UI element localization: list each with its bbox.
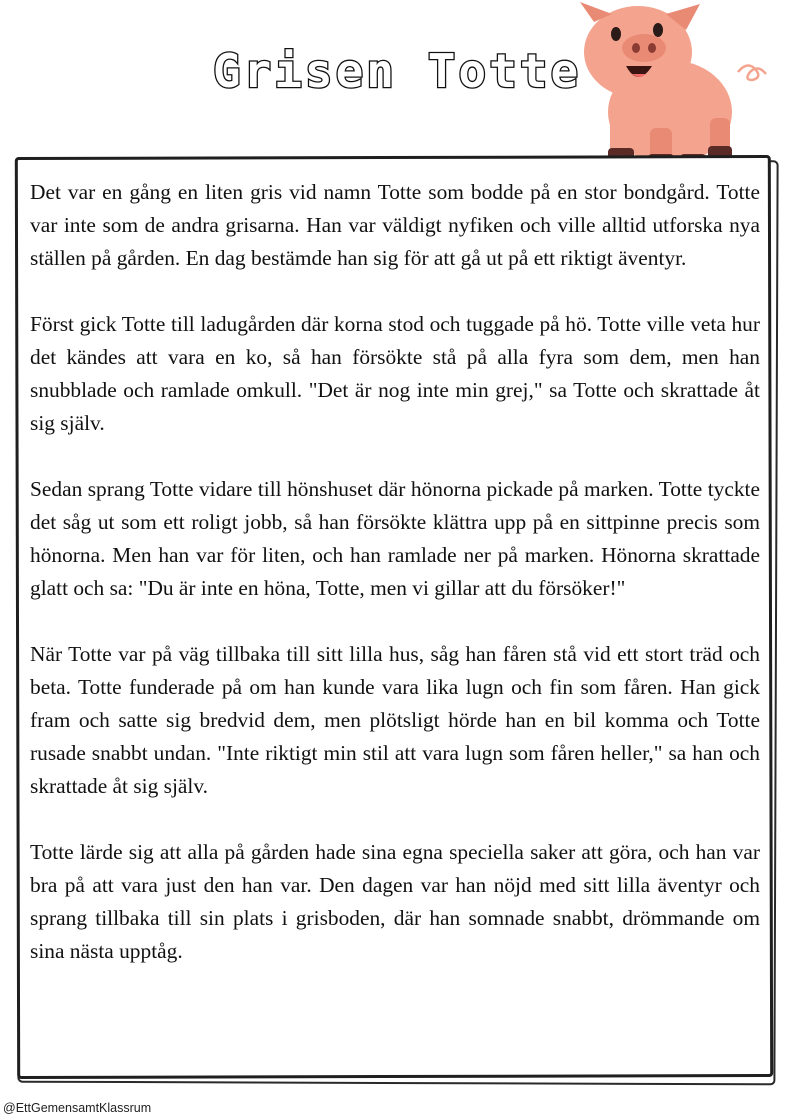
pig-tail (738, 65, 766, 80)
pig-eye (653, 23, 663, 37)
title-lettering (212, 40, 582, 104)
story-paragraph: När Totte var på väg tillbaka till sitt lilla hus, såg han fåren stå vid ett stort träd och beta. Totte funderade på om han kunde vara lika lugn och fin som fåren. Han gick fram och satte sig bredvid dem, men plötsligt hörde han en bil komma och Totte rusade snabbt undan. "Inte riktigt min stil att vara lugn som fåren heller," sa han och skrattade åt sig själv. (30, 642, 760, 798)
footer-credit: @EttGemensamtKlassrum (3, 1101, 152, 1115)
pig-illustration (560, 0, 788, 178)
story-paragraph: Först gick Totte till ladugården där korna stod och tuggade på hö. Totte ville veta hur det kändes att vara en ko, så han försökte stå på alla fyra som dem, men han snubblade och ramlade omkull. "Det är nog inte min grej," sa Totte och skrattade åt sig själv. (30, 312, 760, 435)
story-paragraph: Sedan sprang Totte vidare till hönshuset där hönorna pickade på marken. Totte tyckte det såg ut som ett roligt jobb, så han försökte klättra upp på en sittpinne precis som hönorna. Men han var för liten, och han ramlade ner på marken. Hönorna skrattade glatt och sa: "Du är inte en höna, Totte, men vi gillar att du försöker!" (30, 477, 760, 600)
pig-eye (611, 27, 621, 41)
story-text (30, 176, 760, 968)
title-text: Grisen Totte (212, 44, 582, 98)
page-title (212, 40, 582, 104)
pig-snout (622, 34, 666, 62)
story-paragraph: Det var en gång en liten gris vid namn Totte som bodde på en stor bondgård. Totte var inte som de andra grisarna. Han var väldigt nyfiken och ville alltid utforska nya ställen på gården. En dag bestämde han sig för att gå ut på ett riktigt äventyr. (30, 180, 760, 270)
story-paragraph: Totte lärde sig att alla på gården hade sina egna speciella saker att göra, och han var bra på att vara just den han var. Den dagen var han nöjd med sitt lilla äventyr och sprang tillbaka till sin plats i grisboden, där han somnade snabbt, drömmande om sina nästa upptåg. (30, 840, 760, 963)
